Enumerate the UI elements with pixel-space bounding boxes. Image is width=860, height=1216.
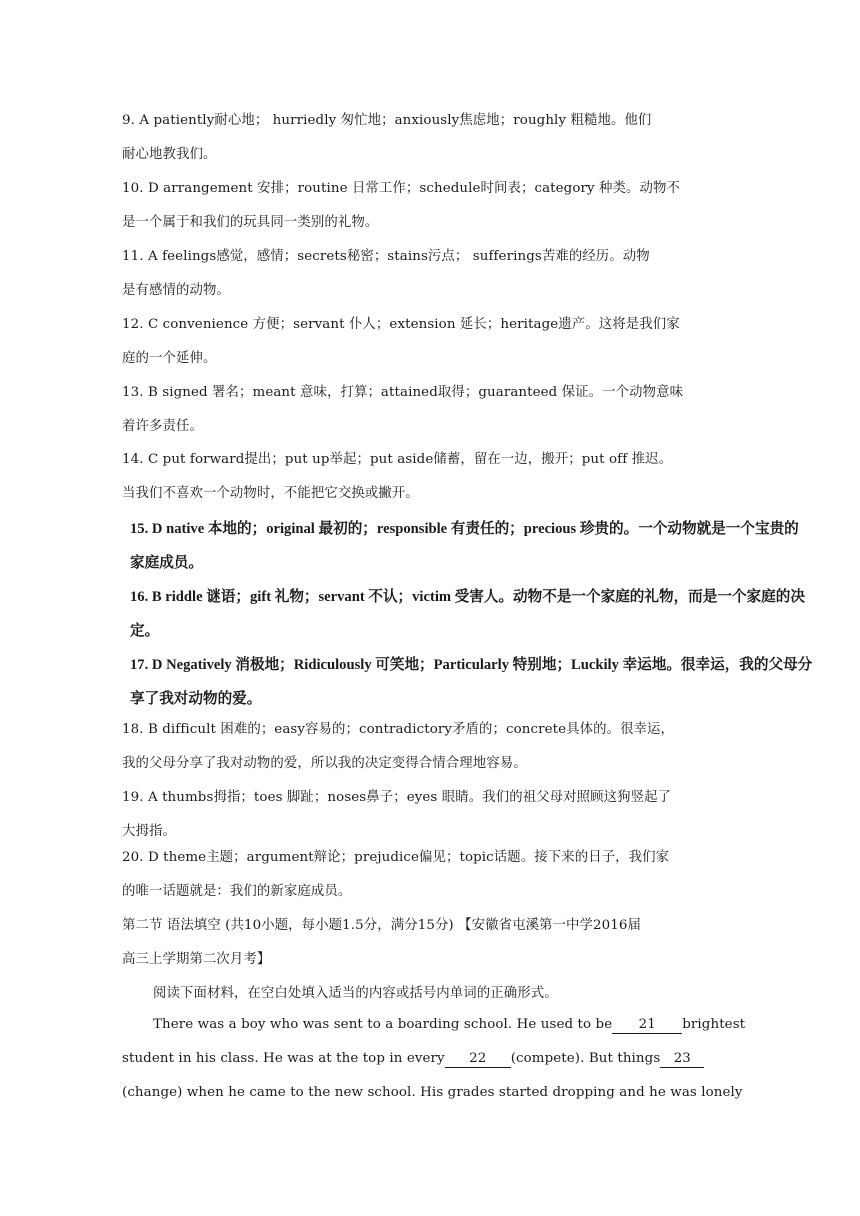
passage-text: brightest: [682, 1017, 746, 1032]
blank-22[interactable]: 22: [445, 1051, 511, 1068]
section-heading-line: 高三上学期第二次月考】: [122, 952, 271, 967]
answer-line: 14. C put forward提出；put up举起；put aside储蓄，留在一边，搬开；put off 推迟。: [122, 452, 673, 467]
answer-line: 20. D theme主题；argument辩论；prejudice偏见；topic话题。接下来的日子，我们家: [122, 850, 670, 865]
answer-line: 9. A patiently耐心地； hurriedly 匆忙地；anxiously焦虑地；roughly 粗糙地。他们: [122, 113, 652, 128]
answer-line: 定。: [130, 623, 160, 639]
answer-line: 11. A feelings感觉，感情；secrets秘密；stains污点； sufferings苦难的经历。动物: [122, 249, 650, 264]
answer-line: 12. C convenience 方便；servant 仆人；extension 延长；heritage遗产。这将是我们家: [122, 317, 680, 332]
answer-14: [122, 443, 742, 511]
answer-16: [130, 580, 830, 648]
answer-20: [122, 841, 742, 909]
answer-13: [122, 376, 742, 444]
answer-line: 是有感情的动物。: [122, 283, 230, 298]
answer-line: 着许多责任。: [122, 419, 203, 434]
blank-23[interactable]: 23: [660, 1051, 704, 1068]
passage-line-3: (change) when he came to the new school. His grades started dropping and he was lonely: [122, 1085, 743, 1100]
answer-line: 19. A thumbs拇指；toes 脚趾；noses鼻子；eyes 眼睛。我们的祖父母对照顾这狗竖起了: [122, 790, 672, 805]
answer-line: 的唯一话题就是：我们的新家庭成员。: [122, 884, 352, 899]
answer-line: 庭的一个延伸。: [122, 351, 217, 366]
answer-line: 15. D native 本地的；original 最初的；responsible 有责任的；precious 珍贵的。一个动物就是一个宝贵的: [130, 521, 799, 537]
answer-line: 16. B riddle 谜语；gift 礼物；servant 不认；victim 受害人。动物不是一个家庭的礼物，而是一个家庭的决: [130, 589, 805, 605]
passage-line-1: [122, 1008, 773, 1042]
answer-line: 大拇指。: [122, 824, 176, 839]
answer-line: 我的父母分享了我对动物的爱，所以我的决定变得合情合理地容易。: [122, 756, 527, 771]
answer-15: [130, 512, 830, 580]
passage-text: (compete). But things: [510, 1051, 661, 1066]
answer-line: 享了我对动物的爱。: [130, 691, 262, 707]
answer-17: [130, 648, 830, 716]
passage-line-2: [122, 1042, 742, 1076]
answer-9: [122, 104, 742, 172]
section-heading-line: 第二节 语法填空 (共10小题，每小题1.5分，满分15分) 【安徽省屯溪第一中学2016届: [122, 918, 641, 933]
answer-line: 10. D arrangement 安排；routine 日常工作；schedule时间表；category 种类。动物不: [122, 181, 680, 196]
answer-line: 当我们不喜欢一个动物时，不能把它交换或撇开。: [122, 486, 419, 501]
answer-19: [122, 781, 742, 849]
blank-21[interactable]: 21: [612, 1017, 682, 1034]
answer-line: 13. B signed 署名；meant 意味，打算；attained取得；guaranteed 保证。一个动物意味: [122, 385, 684, 400]
section-heading: [122, 909, 742, 977]
answer-line: 18. B difficult 困难的；easy容易的；contradictory矛盾的；concrete具体的。很幸运，: [122, 722, 675, 737]
answer-18: [122, 713, 742, 781]
answer-line: 是一个属于和我们的玩具同一类别的礼物。: [122, 215, 379, 230]
passage-text: There was a boy who was sent to a boarding school. He used to be: [153, 1017, 613, 1032]
section-instruction: 阅读下面材料，在空白处填入适当的内容或括号内单词的正确形式。: [153, 986, 558, 1001]
answer-line: 17. D Negatively 消极地；Ridiculously 可笑地；Particularly 特别地；Luckily 幸运地。很幸运，我的父母分: [130, 657, 813, 673]
answer-10: [122, 172, 742, 240]
answer-11: [122, 240, 742, 308]
answer-line: 家庭成员。: [130, 555, 203, 571]
passage-text: student in his class. He was at the top in every: [122, 1051, 445, 1066]
answer-line: 耐心地教我们。: [122, 147, 217, 162]
answer-12: [122, 308, 742, 376]
